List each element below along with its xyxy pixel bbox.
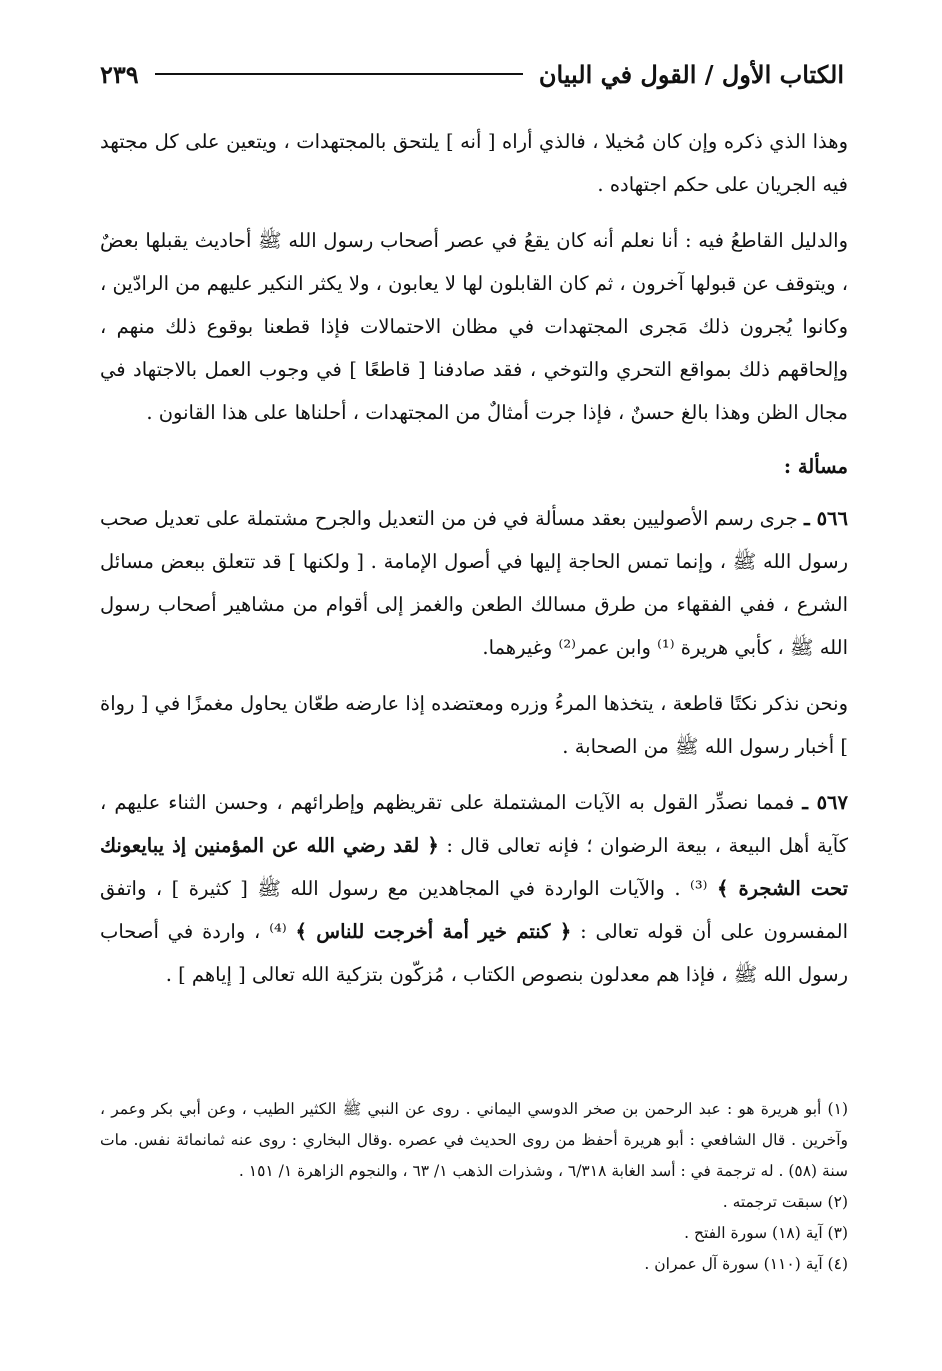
quran-verse-imran: ﴿ كنتم خير أمة أخرجت للناس ﴾ — [295, 920, 572, 943]
paragraph-number: ٥٦٦ ـ — [804, 507, 848, 530]
running-title: الكتاب الأول / القول في البيان — [538, 59, 844, 89]
quran-verse-fath: ﴿ لقد رضي الله عن المؤمنين إذ يبايعونك تحت الشجرة ﴾ — [100, 834, 849, 900]
section-heading: مسألة : — [783, 455, 848, 478]
footnote-ref-4: ⁽⁴⁾ — [269, 920, 287, 943]
paragraph-intro: وهذا الذي ذكره وإن كان مُخيلا ، فالذي أراه [ أنه ] يلتحق بالمجتهدات ، ويتعين على كل مجتهد فيه الجريان على حكم اجتهاده . — [100, 130, 848, 196]
paragraph-number: ٥٦٧ ـ — [802, 791, 848, 814]
paragraph-566 — [100, 497, 848, 669]
page-number: ٢٣٩ — [100, 59, 139, 89]
main-text — [100, 120, 848, 1009]
header-rule — [155, 73, 523, 75]
paragraph-nukat: ونحن نذكر نكتًا قاطعة ، يتخذها المرءُ وزره ومعتضده إذا عارضه طعّان يحاول مغمزًا في [ رواة ] أخبار رسول الله ﷺ من الصحابة . — [100, 692, 848, 758]
footnotes — [100, 1094, 848, 1280]
footnote-3: (٣) آية (١٨) سورة الفتح . — [684, 1224, 848, 1242]
paragraph-567 — [100, 781, 848, 996]
footnote-2: (٢) سبقت ترجمته . — [722, 1193, 848, 1211]
footnote-1: (١) أبو هريرة هو : عبد الرحمن بن صخر الدوسي اليماني . روى عن النبي ﷺ الكثير الطيب ، وعن أبي بكر وعمر ، وآخرين . قال الشافعي : أبو هريرة أحفظ من روى الحديث في عصره .وقال البخاري : روى عنه ثمانمائة نفس. مات سنة (٥٨) . له ترجمة في : أسد الغابة ٦/٣١٨ ، وشذرات الذهب ١/ ٦٣ ، والنجوم الزاهرة ١/ ١٥١ . — [100, 1100, 848, 1180]
paragraph-evidence: والدليل القاطعُ فيه : أنا نعلم أنه كان يقعُ في عصر أصحاب رسول الله ﷺ أحاديث يقبلها بعضٌ ، ويتوقف عن قبولها آخرون ، ثم كان القابلون لها لا يعابون ، ولا يكثر النكير عليهم من الرادّين ، وكانوا يُجرون ذلك مَجرى المجتهدات في مظان الاحتمالات فإذا قطعنا بوقوع ذلك منهم ، وإلحاقهم ذلك بمواقع التحري والتوخي ، فقد صادفنا [ قاطعًا ] في وجوب العمل بالاجتهاد في مجال الظن وهذا بالغ حسنٌ ، فإذا جرت أمثالٌ من المجتهدات ، أحلناها على هذا القانون . — [100, 229, 848, 424]
footnote-4: (٤) آية (١١٠) سورة آل عمران . — [644, 1255, 848, 1273]
paragraph-567-text-1: فمما نصدِّر القول به الآيات المشتملة على تقريظهم وإطرائهم ، وحسن الثناء عليهم ، كآية أهل البيعة ، بيعة الرضوان ؛ فإنه تعالى قال : — [100, 791, 848, 857]
paragraph-567-text-2: . والآيات الواردة في المجاهدين مع رسول الله ﷺ [ كثيرة ] ، واتفق المفسرون على أن قوله تعالى : — [100, 877, 849, 943]
paragraph-566-text: جرى رسم الأصوليين بعقد مسألة في فن من التعديل والجرح مشتملة على تعديل صحب رسول الله ﷺ ، وإنما تمس الحاجة إليها في أصول الإمامة . [ ولكنها ] قد تتعلق ببعض مسائل الشرع ، ففي الفقهاء من طرق مسالك الطعن والغمز إلى أقوام من مشاهير أصحاب رسول الله ﷺ ، كأبي هريرة ⁽¹⁾ وابن عمر⁽²⁾ وغيرهما. — [100, 507, 848, 659]
footnote-ref-3: ⁽³⁾ — [690, 877, 708, 900]
paragraph-567-text-3: ، واردة في أصحاب رسول الله ﷺ ، فإذا هم معدلون بنصوص الكتاب ، مُزكّون بتزكية الله تعالى [ إياهم ] . — [100, 920, 848, 986]
page-header — [100, 52, 844, 96]
